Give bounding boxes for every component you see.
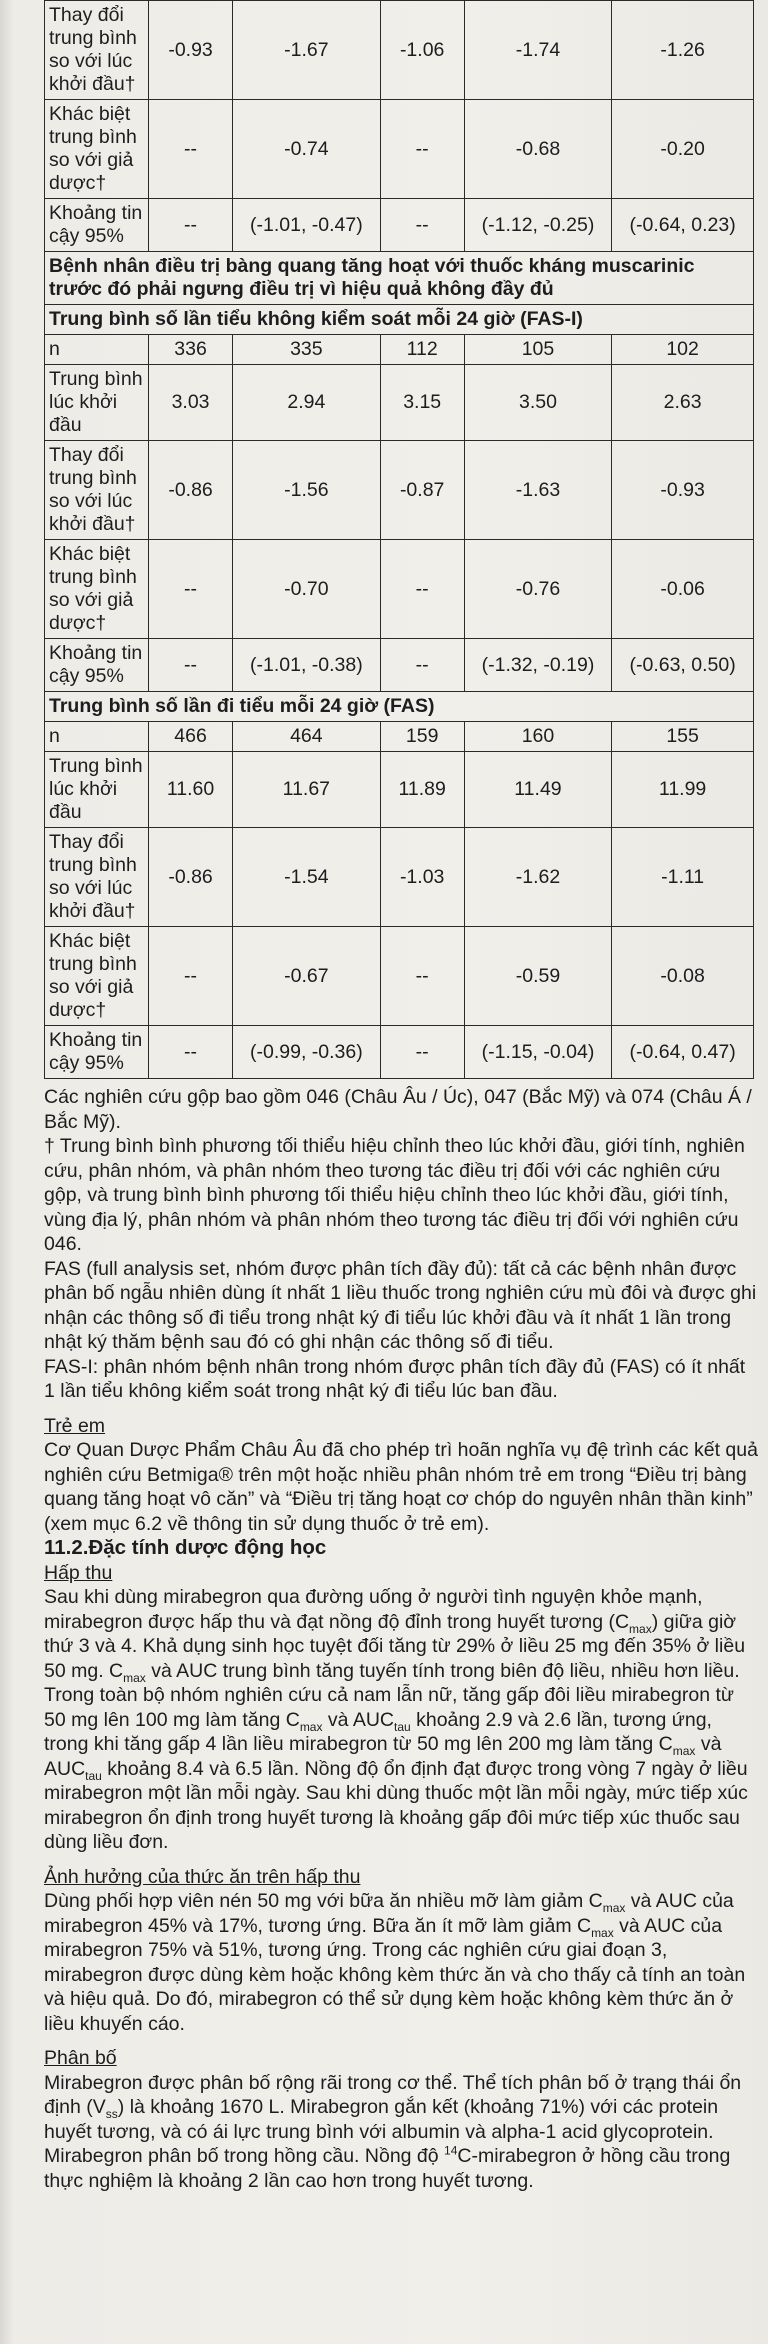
table-row — [45, 100, 754, 199]
table-row — [45, 441, 754, 540]
table-cell: 3.03 — [149, 365, 233, 441]
table-cell: -0.93 — [612, 441, 754, 540]
table-cell: -1.11 — [612, 828, 754, 927]
table-cell: -0.70 — [233, 540, 381, 639]
row-label: Khác biệt trung bình so với giả dược† — [45, 100, 149, 199]
table-cell: -- — [380, 927, 464, 1026]
row-label: Khoảng tin cậy 95% — [45, 199, 149, 252]
table-cell: -1.26 — [612, 1, 754, 100]
table-cell: -1.56 — [233, 441, 381, 540]
table-cell: -0.87 — [380, 441, 464, 540]
row-label: Khác biệt trung bình so với giả dược† — [45, 540, 149, 639]
table-row — [45, 722, 754, 752]
table-row — [45, 1, 754, 100]
table-cell: -- — [380, 639, 464, 692]
table-row — [45, 927, 754, 1026]
table-cell: 11.60 — [149, 752, 233, 828]
table-row — [45, 365, 754, 441]
table-cell: -- — [149, 639, 233, 692]
table-cell: -0.76 — [464, 540, 612, 639]
table-row — [45, 828, 754, 927]
row-label: n — [45, 335, 149, 365]
table-row — [45, 199, 754, 252]
fasi-definition: FAS-I: phân nhóm bệnh nhân trong nhóm được phân tích đầy đủ (FAS) có ít nhất 1 lần tiểu không kiểm soát trong nhật ký đi tiểu lúc ban đầu. — [44, 1355, 746, 1402]
efficacy-table — [44, 0, 754, 1079]
fas-definition: FAS (full analysis set, nhóm được phân tích đầy đủ): tất cả các bệnh nhân được phân bố ngẫu nhiên dùng ít nhất 1 liều thuốc trong nghiên cứu mù đôi và được ghi nhận các thông số đi tiểu trong nhật ký đi tiểu lúc khởi đầu và ít nhất 1 lần trong nhật ký thăm bệnh sau đó có ghi nhận các thông số đi tiểu. — [44, 1257, 757, 1353]
section-row — [45, 305, 754, 335]
table-cell: (-1.15, -0.04) — [464, 1026, 612, 1079]
table-cell: 11.99 — [612, 752, 754, 828]
table-row — [45, 639, 754, 692]
table-cell: (-0.64, 0.23) — [612, 199, 754, 252]
row-label: Thay đổi trung bình so với lúc khởi đầu† — [45, 441, 149, 540]
table-cell: 3.15 — [380, 365, 464, 441]
table-row — [45, 752, 754, 828]
table-cell: (-1.12, -0.25) — [464, 199, 612, 252]
table-cell: (-1.32, -0.19) — [464, 639, 612, 692]
table-cell: (-0.99, -0.36) — [233, 1026, 381, 1079]
table-cell: 336 — [149, 335, 233, 365]
absorption-text: Sau khi dùng mirabegron qua đường uống ở người tình nguyện khỏe mạnh, mirabegron được hấp thu và đạt nồng độ đỉnh trong huyết tương $(C_{max})$ giữa giờ thứ 3 và 4. Khả dụng sinh học tuyệt đối tăng từ 29% ở liều 25 mg đến 35% ở liều 50 mg. $C_{max}$ và AUC trung bình tăng tuyến tính trong biên độ liều, nhiều hơn liều. Trong toàn bộ nhóm nghiên cứu cả nam lẫn nữ, tăng gấp đôi liều mirabegron từ 50 mg lên 100 mg làm tăng $C_{max}$ và $AUC_{tau}$ khoảng 2.9 và 2.6 lần, tương ứng, trong khi tăng gấp 4 lần liều mirabegron từ 50 mg lên 200 mg làm tăng $C_{max}$ và $AUC_{tau}$ khoảng 8.4 và 6.5 lần. Nồng độ ổn định đạt được trong vòng 7 ngày ở liều mirabegron một lần mỗi ngày. Sau khi dùng thuốc một lần mỗi ngày, mức tiếp xúc mirabegron ổn định trong huyết tương là khoảng gấp đôi mức tiếp xúc thuốc sau dùng liều đơn. — [44, 1586, 748, 1853]
table-cell: -0.86 — [149, 441, 233, 540]
table-cell: 11.89 — [380, 752, 464, 828]
row-label: Trung bình lúc khởi đầu — [45, 365, 149, 441]
table-cell: 155 — [612, 722, 754, 752]
page-content — [44, 0, 764, 2193]
table-cell: -- — [149, 100, 233, 199]
table-cell: -1.54 — [233, 828, 381, 927]
row-label: Khoảng tin cậy 95% — [45, 639, 149, 692]
row-label: Khác biệt trung bình so với giả dược† — [45, 927, 149, 1026]
table-cell: 464 — [233, 722, 381, 752]
table-cell: 2.63 — [612, 365, 754, 441]
row-label: Thay đổi trung bình so với lúc khởi đầu† — [45, 828, 149, 927]
table-cell: 11.49 — [464, 752, 612, 828]
section-row — [45, 692, 754, 722]
table-cell: -1.63 — [464, 441, 612, 540]
food-effect-text: Dùng phối hợp viên nén 50 mg với bữa ăn nhiều mỡ làm giảm $C_{max}$ và AUC của mirabegron 45% và 17%, tương ứng. Bữa ăn ít mỡ làm giảm $C_{max}$ và AUC của mirabegron 75% và 51%, tương ứng. Trong các nghiên cứu giai đoạn 3, mirabegron được dùng kèm hoặc không kèm thức ăn và cho thấy cả tính an toàn và hiệu quả. Do đó, mirabegron có thể sử dụng kèm hoặc không kèm thức ăn ở liều khuyến cáo. — [44, 1890, 746, 2035]
dagger-footnote: † Trung bình bình phương tối thiểu hiệu chỉnh theo lúc khởi đầu, giới tính, nghiên cứu, phân nhóm, và phân nhóm theo tương tác điều trị đối với các nghiên cứu gộp, và trung bình bình phương tối thiểu hiệu chỉnh theo lúc khởi đầu, giới tính, vùng địa lý, phân nhóm và phân nhóm theo tương tác điều trị đối với nghiên cứu 046. — [44, 1135, 745, 1255]
table-cell: -1.67 — [233, 1, 381, 100]
table-cell: -0.86 — [149, 828, 233, 927]
table-cell: 11.67 — [233, 752, 381, 828]
section-heading-incontinence: Trung bình số lần tiểu không kiểm soát mỗi 24 giờ (FAS-I) — [45, 305, 754, 335]
table-cell: 466 — [149, 722, 233, 752]
row-label: Trung bình lúc khởi đầu — [45, 752, 149, 828]
pk-heading: 11.2.Đặc tính dược động học — [44, 1536, 327, 1559]
table-cell: -0.08 — [612, 927, 754, 1026]
table-cell: -0.59 — [464, 927, 612, 1026]
table-row — [45, 1026, 754, 1079]
table-cell: (-1.01, -0.38) — [233, 639, 381, 692]
table-cell: -0.74 — [233, 100, 381, 199]
table-cell: -- — [149, 927, 233, 1026]
table-cell: -0.06 — [612, 540, 754, 639]
table-cell: -0.67 — [233, 927, 381, 1026]
table-cell: -- — [149, 1026, 233, 1079]
children-heading: Trẻ em — [44, 1414, 106, 1437]
table-cell: -0.20 — [612, 100, 754, 199]
row-label: n — [45, 722, 149, 752]
table-cell: (-1.01, -0.47) — [233, 199, 381, 252]
table-cell: -1.06 — [380, 1, 464, 100]
section-heading-prior-antimuscarinic: Bệnh nhân điều trị bàng quang tăng hoạt với thuốc kháng muscarinic trước đó phải ngưng điều trị vì hiệu quả không đầy đủ — [45, 252, 754, 305]
table-cell: 335 — [233, 335, 381, 365]
section-heading-micturitions: Trung bình số lần đi tiểu mỗi 24 giờ (FAS) — [45, 692, 754, 722]
notes-section — [44, 1085, 760, 2193]
row-label: Khoảng tin cậy 95% — [45, 1026, 149, 1079]
table-cell: 3.50 — [464, 365, 612, 441]
table-cell: -0.68 — [464, 100, 612, 199]
pooled-studies-note: Các nghiên cứu gộp bao gồm 046 (Châu Âu / Úc), 047 (Bắc Mỹ) và 074 (Châu Á / Bắc Mỹ). — [44, 1086, 752, 1133]
table-cell: -0.93 — [149, 1, 233, 100]
table-cell: (-0.64, 0.47) — [612, 1026, 754, 1079]
table-cell: 160 — [464, 722, 612, 752]
table-cell: -- — [149, 540, 233, 639]
table-cell: -- — [149, 199, 233, 252]
table-cell: 112 — [380, 335, 464, 365]
table-cell: -1.03 — [380, 828, 464, 927]
table-cell: -1.62 — [464, 828, 612, 927]
table-cell: 102 — [612, 335, 754, 365]
distribution-heading: Phân bố — [44, 2047, 117, 2069]
table-row — [45, 335, 754, 365]
table-cell: -- — [380, 100, 464, 199]
section-row — [45, 252, 754, 305]
table-cell: -1.74 — [464, 1, 612, 100]
distribution-text: Mirabegron được phân bố rộng rãi trong cơ thể. Thể tích phân bố ở trạng thái ổn định $(V_{ss})$ là khoảng 1670 L. Mirabegron gắn kết (khoảng 71%) với các protein huyết tương, và có ái lực trung bình với albumin và alpha-1 acid glycoprotein. Mirabegron phân bố trong hồng cầu. Nồng độ $^{14}$C-mirabegron ở hồng cầu trong thực nghiệm là khoảng 2 lần cao hơn trong huyết tương. — [44, 2071, 742, 2192]
table-cell: -- — [380, 1026, 464, 1079]
table-cell: (-0.63, 0.50) — [612, 639, 754, 692]
table-cell: 105 — [464, 335, 612, 365]
food-effect-heading: Ảnh hưởng của thức ăn trên hấp thu — [44, 1865, 361, 1888]
table-row — [45, 540, 754, 639]
table-cell: -- — [380, 199, 464, 252]
table-cell: 159 — [380, 722, 464, 752]
table-cell: 2.94 — [233, 365, 381, 441]
children-text: Cơ Quan Dược Phẩm Châu Âu đã cho phép trì hoãn nghĩa vụ đệ trình các kết quả nghiên cứu Betmiga® trên một hoặc nhiều phân nhóm trẻ em trong “Điều trị bàng quang tăng hoạt vô căn” và “Điều trị tăng hoạt cơ chóp do nguyên nhân thần kinh” (xem mục 6.2 về thông tin sử dụng thuốc ở trẻ em). — [44, 1439, 758, 1535]
absorption-heading: Hấp thu — [44, 1561, 113, 1584]
row-label: Thay đổi trung bình so với lúc khởi đầu† — [45, 1, 149, 100]
table-cell: -- — [380, 540, 464, 639]
